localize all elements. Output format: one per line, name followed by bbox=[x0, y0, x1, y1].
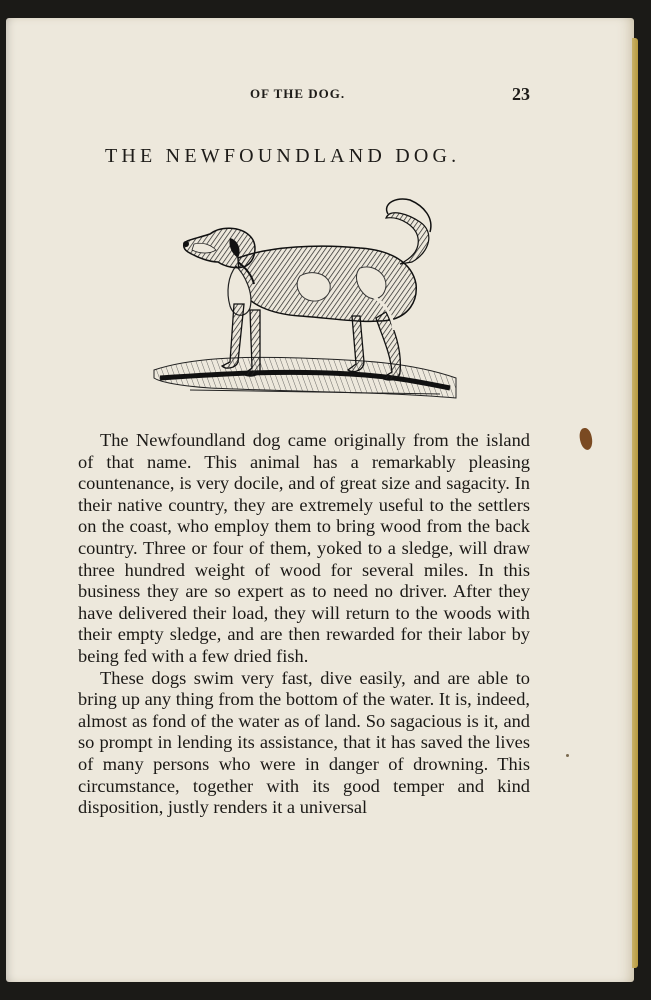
paragraph-2: These dogs swim very fast, dive easily, and are able to bring up any thing from the bottom of the water. It is, indeed, almost as fond of the water as of land. So sagacious is it, and so prompt in lending its assistance, that it has saved the lives of many persons who were in danger of drowning. This circumstance, together with its good temper and kind disposition, justly renders it a universal bbox=[78, 667, 530, 818]
page-number: 23 bbox=[512, 84, 530, 104]
chapter-title: THE NEWFOUNDLAND DOG. bbox=[105, 145, 461, 167]
running-head: OF THE DOG. bbox=[250, 86, 346, 101]
paper-speck bbox=[566, 754, 569, 757]
dog-illustration bbox=[150, 192, 462, 406]
paragraph-1: The Newfoundland dog came originally from the island of that name. This animal has a remarkably pleasing countenance, is very docile, and of great size and sagacity. In their native country, they are extremely useful to the settlers on the coast, who employ them to bring wood from the back country. Three or four of them, yoked to a sledge, will draw three hundred weight of wood for several miles. In this business they are so expert as to need no driver. After they have delivered their load, they will return to the woods with their empty sledge, and are then rewarded for their labor by being fed with a few dried fish. bbox=[78, 430, 530, 666]
page-edge bbox=[632, 38, 638, 968]
body-text bbox=[78, 430, 530, 819]
